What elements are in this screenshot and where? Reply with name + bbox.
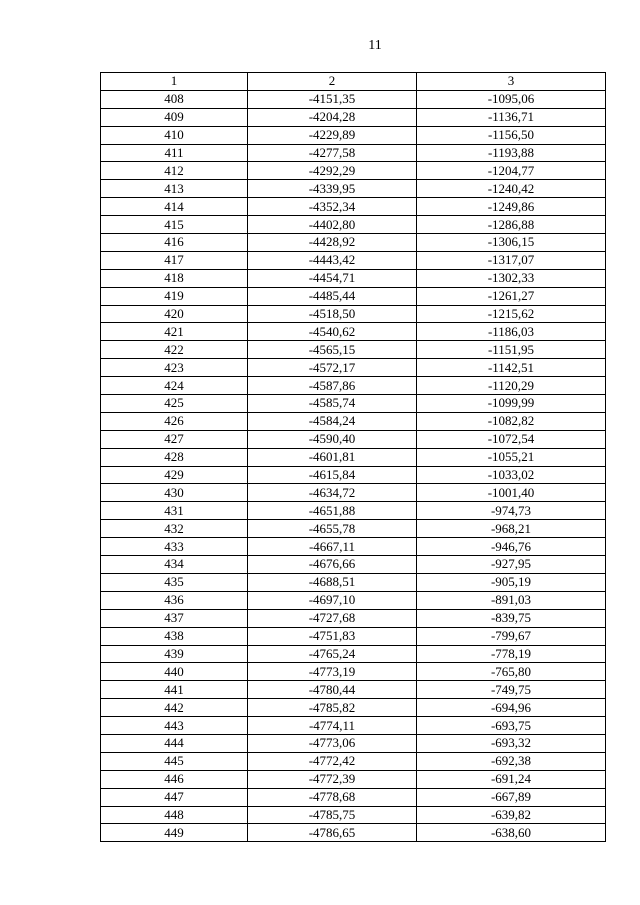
table-cell: -4772,42: [248, 752, 417, 770]
table-cell: -4428,92: [248, 234, 417, 252]
table-row: [101, 180, 606, 198]
table-cell: 438: [101, 627, 248, 645]
table-cell: -4651,88: [248, 502, 417, 520]
table-cell: 429: [101, 466, 248, 484]
table-cell: -638,60: [417, 824, 606, 842]
table-cell: 417: [101, 251, 248, 269]
table-row: [101, 466, 606, 484]
column-header: 2: [248, 73, 417, 91]
table-cell: 428: [101, 448, 248, 466]
table-cell: -4727,68: [248, 609, 417, 627]
table-row: [101, 216, 606, 234]
table-cell: -4765,24: [248, 645, 417, 663]
table-row: [101, 377, 606, 395]
table-cell: 412: [101, 162, 248, 180]
table-row: [101, 430, 606, 448]
table-row: [101, 609, 606, 627]
table-cell: -4229,89: [248, 126, 417, 144]
table-cell: -4292,29: [248, 162, 417, 180]
table-cell: -4204,28: [248, 108, 417, 126]
table-row: [101, 788, 606, 806]
table-cell: -1099,99: [417, 395, 606, 413]
table-row: [101, 681, 606, 699]
table-row: [101, 806, 606, 824]
table-row: [101, 198, 606, 216]
table-cell: -4780,44: [248, 681, 417, 699]
table-cell: 410: [101, 126, 248, 144]
table-cell: 427: [101, 430, 248, 448]
table-cell: 448: [101, 806, 248, 824]
table-row: [101, 448, 606, 466]
table-cell: -4352,34: [248, 198, 417, 216]
table-cell: 423: [101, 359, 248, 377]
table-cell: -839,75: [417, 609, 606, 627]
table-cell: -4773,19: [248, 663, 417, 681]
table-cell: -4785,75: [248, 806, 417, 824]
table-row: [101, 90, 606, 108]
table-cell: -946,76: [417, 538, 606, 556]
table-row: [101, 699, 606, 717]
table-cell: -1151,95: [417, 341, 606, 359]
table-cell: 416: [101, 234, 248, 252]
table-cell: 420: [101, 305, 248, 323]
table-cell: -692,38: [417, 752, 606, 770]
table-cell: -1204,77: [417, 162, 606, 180]
table-cell: 421: [101, 323, 248, 341]
table-cell: 436: [101, 591, 248, 609]
table-cell: -1136,71: [417, 108, 606, 126]
table-cell: -4572,17: [248, 359, 417, 377]
table-cell: -4778,68: [248, 788, 417, 806]
table-cell: 424: [101, 377, 248, 395]
table-cell: -4277,58: [248, 144, 417, 162]
table-cell: -4676,66: [248, 556, 417, 574]
table-row: [101, 824, 606, 842]
table-cell: -765,80: [417, 663, 606, 681]
table-cell: -799,67: [417, 627, 606, 645]
table-cell: -1082,82: [417, 412, 606, 430]
table-row: [101, 269, 606, 287]
table-row: [101, 484, 606, 502]
table-cell: -1249,86: [417, 198, 606, 216]
table-cell: -1286,88: [417, 216, 606, 234]
table-cell: -1302,33: [417, 269, 606, 287]
table-cell: 447: [101, 788, 248, 806]
table-cell: -905,19: [417, 573, 606, 591]
table-cell: 437: [101, 609, 248, 627]
table-cell: -4565,15: [248, 341, 417, 359]
table-cell: -1215,62: [417, 305, 606, 323]
column-header: 3: [417, 73, 606, 91]
table-row: [101, 663, 606, 681]
table-cell: 441: [101, 681, 248, 699]
table-cell: 432: [101, 520, 248, 538]
table-cell: 413: [101, 180, 248, 198]
table-cell: -639,82: [417, 806, 606, 824]
table-row: [101, 752, 606, 770]
table-row: [101, 323, 606, 341]
table-cell: -4402,80: [248, 216, 417, 234]
table-cell: 426: [101, 412, 248, 430]
table-cell: -749,75: [417, 681, 606, 699]
table-row: [101, 251, 606, 269]
table-cell: 415: [101, 216, 248, 234]
table-cell: 449: [101, 824, 248, 842]
table-cell: -4688,51: [248, 573, 417, 591]
table-cell: -1095,06: [417, 90, 606, 108]
table-cell: 430: [101, 484, 248, 502]
table-row: [101, 305, 606, 323]
table-cell: -4518,50: [248, 305, 417, 323]
table-cell: 443: [101, 717, 248, 735]
table-cell: -778,19: [417, 645, 606, 663]
table-cell: 446: [101, 770, 248, 788]
table-cell: -1120,29: [417, 377, 606, 395]
table-row: [101, 359, 606, 377]
table-cell: -4443,42: [248, 251, 417, 269]
table-row: [101, 627, 606, 645]
table-cell: 422: [101, 341, 248, 359]
table-cell: 431: [101, 502, 248, 520]
table-cell: -694,96: [417, 699, 606, 717]
table-row: [101, 162, 606, 180]
table-cell: -4454,71: [248, 269, 417, 287]
data-table: [100, 72, 606, 842]
table-cell: 442: [101, 699, 248, 717]
table-row: [101, 556, 606, 574]
table-cell: 419: [101, 287, 248, 305]
table-cell: -4151,35: [248, 90, 417, 108]
table-row: [101, 591, 606, 609]
table-row: [101, 341, 606, 359]
table-cell: -1001,40: [417, 484, 606, 502]
table-cell: -4601,81: [248, 448, 417, 466]
table-cell: 408: [101, 90, 248, 108]
table-cell: -4785,82: [248, 699, 417, 717]
table-cell: -1156,50: [417, 126, 606, 144]
table-row: [101, 717, 606, 735]
table-body: [101, 73, 606, 842]
table-row: [101, 395, 606, 413]
table-cell: 435: [101, 573, 248, 591]
table-cell: -1306,15: [417, 234, 606, 252]
table-cell: -1261,27: [417, 287, 606, 305]
table-cell: -927,95: [417, 556, 606, 574]
table-cell: -1317,07: [417, 251, 606, 269]
table-cell: 434: [101, 556, 248, 574]
table-row: [101, 502, 606, 520]
table-cell: -4615,84: [248, 466, 417, 484]
table-cell: -4339,95: [248, 180, 417, 198]
table-row: [101, 412, 606, 430]
table-cell: 445: [101, 752, 248, 770]
table-cell: -1055,21: [417, 448, 606, 466]
table-cell: -4587,86: [248, 377, 417, 395]
table-cell: -4772,39: [248, 770, 417, 788]
table-cell: 425: [101, 395, 248, 413]
table-cell: 444: [101, 734, 248, 752]
table-cell: -4774,11: [248, 717, 417, 735]
table-cell: -891,03: [417, 591, 606, 609]
table-cell: 409: [101, 108, 248, 126]
table-cell: -1240,42: [417, 180, 606, 198]
table-cell: -968,21: [417, 520, 606, 538]
table-cell: -4634,72: [248, 484, 417, 502]
table-cell: -1033,02: [417, 466, 606, 484]
table-cell: -4773,06: [248, 734, 417, 752]
table-cell: -4786,65: [248, 824, 417, 842]
table-cell: -4655,78: [248, 520, 417, 538]
table-row: [101, 108, 606, 126]
table-cell: -1186,03: [417, 323, 606, 341]
table-header-row: [101, 73, 606, 91]
table-cell: 433: [101, 538, 248, 556]
table-cell: 411: [101, 144, 248, 162]
table-row: [101, 144, 606, 162]
table-cell: 418: [101, 269, 248, 287]
table-cell: -693,32: [417, 734, 606, 752]
table-row: [101, 645, 606, 663]
table-cell: -693,75: [417, 717, 606, 735]
table-cell: -667,89: [417, 788, 606, 806]
table-cell: -4584,24: [248, 412, 417, 430]
table-cell: -1142,51: [417, 359, 606, 377]
table-row: [101, 126, 606, 144]
table-row: [101, 538, 606, 556]
table-row: [101, 520, 606, 538]
table-cell: -4485,44: [248, 287, 417, 305]
table-cell: -691,24: [417, 770, 606, 788]
table-cell: -4667,11: [248, 538, 417, 556]
table-cell: -974,73: [417, 502, 606, 520]
table-row: [101, 573, 606, 591]
table-cell: -4697,10: [248, 591, 417, 609]
table-row: [101, 734, 606, 752]
page-number: 11: [368, 38, 382, 53]
table-cell: -1193,88: [417, 144, 606, 162]
table-cell: 440: [101, 663, 248, 681]
table-cell: -4540,62: [248, 323, 417, 341]
table-row: [101, 770, 606, 788]
table-row: [101, 234, 606, 252]
table-row: [101, 287, 606, 305]
column-header: 1: [101, 73, 248, 91]
table-cell: 414: [101, 198, 248, 216]
table-cell: 439: [101, 645, 248, 663]
table-cell: -4751,83: [248, 627, 417, 645]
table-cell: -1072,54: [417, 430, 606, 448]
table-cell: -4590,40: [248, 430, 417, 448]
table-cell: -4585,74: [248, 395, 417, 413]
